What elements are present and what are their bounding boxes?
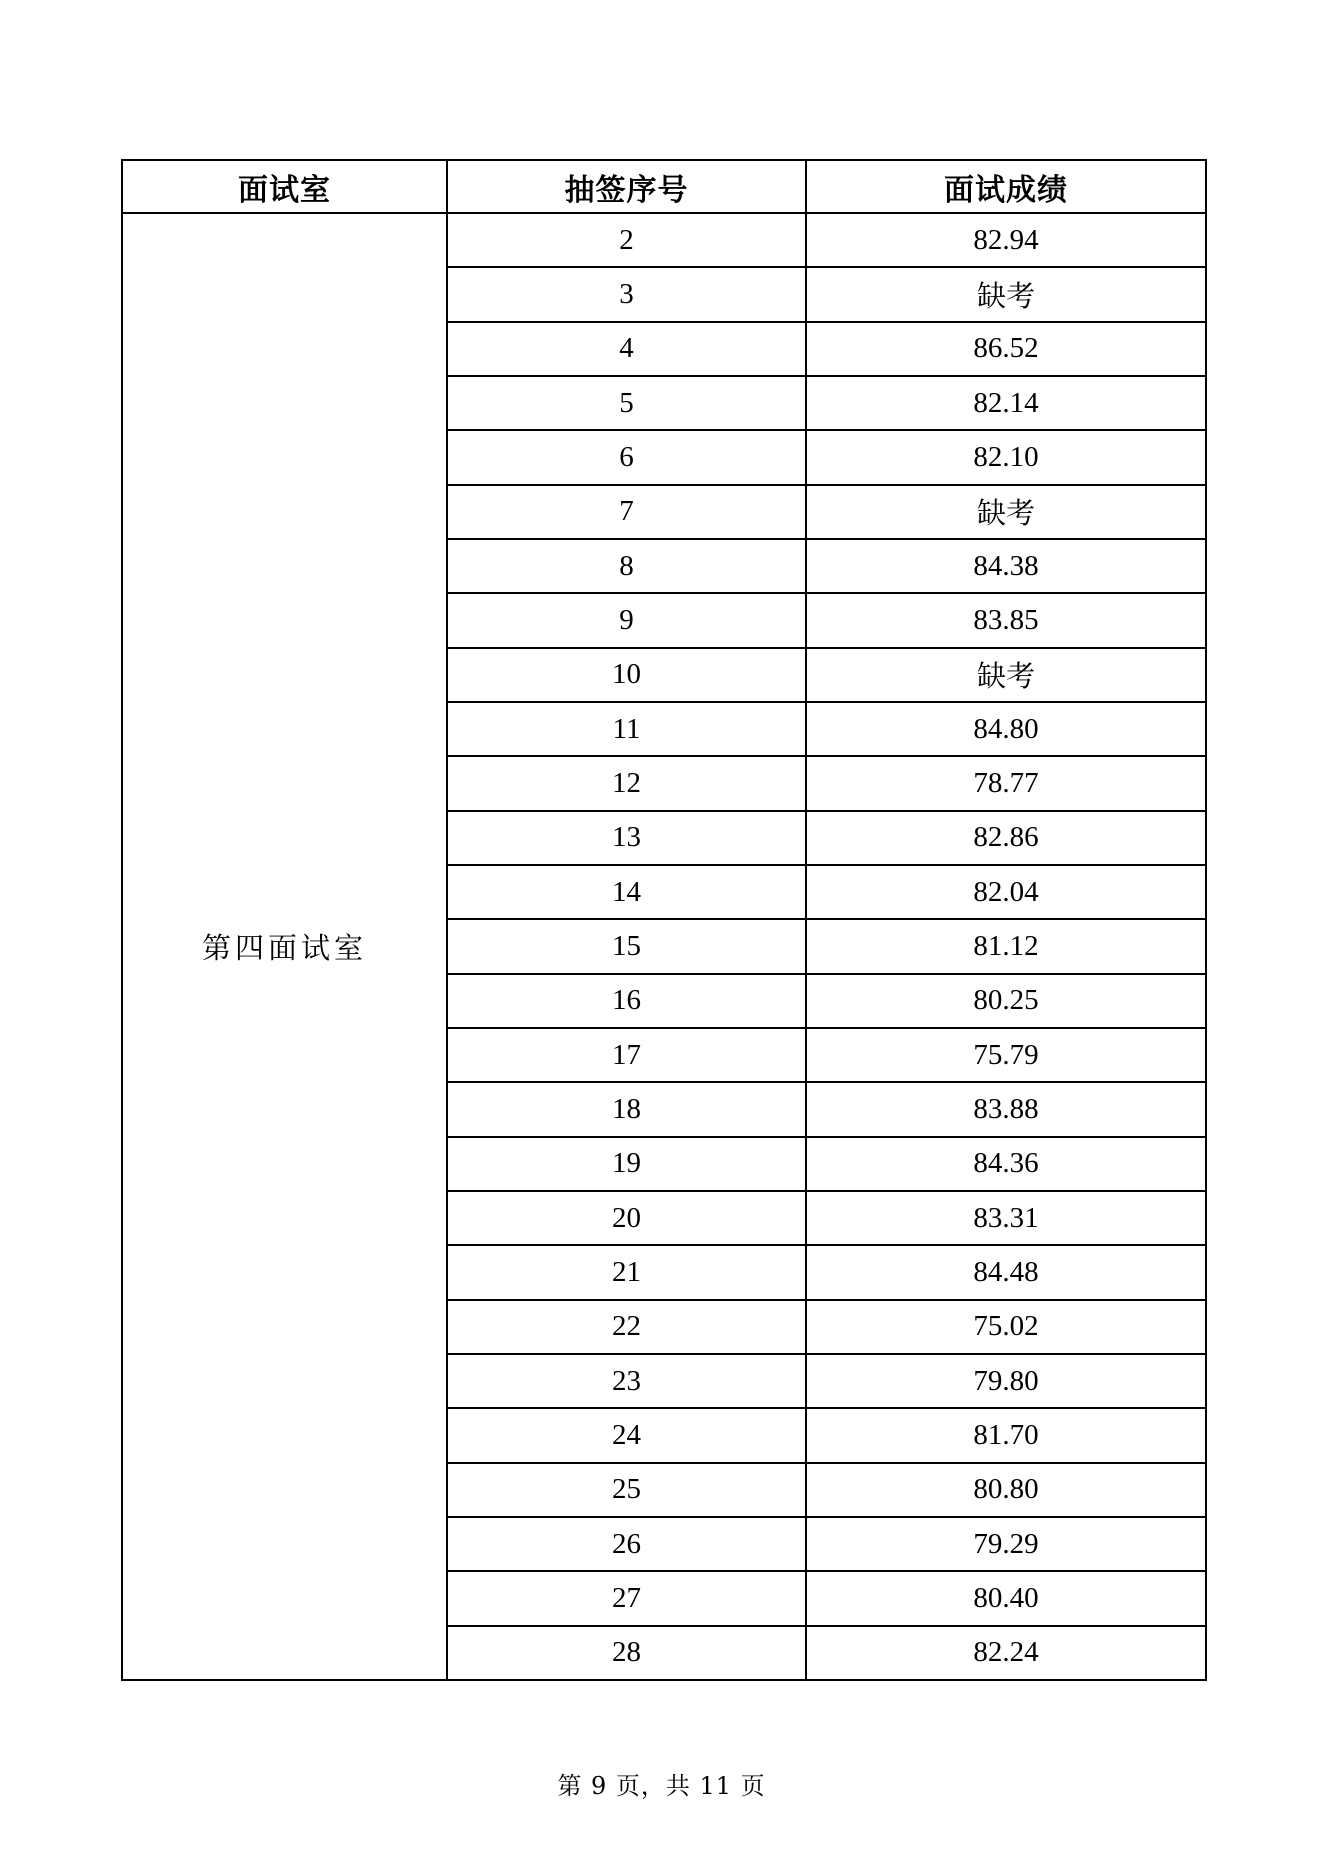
seq-cell: 18 [447,1082,806,1136]
seq-cell: 8 [447,539,806,593]
header-room: 面试室 [122,160,447,213]
score-cell: 86.52 [806,322,1206,376]
table-row [122,213,1206,267]
seq-cell: 21 [447,1245,806,1299]
seq-cell: 14 [447,865,806,919]
seq-cell: 9 [447,593,806,647]
score-cell: 84.48 [806,1245,1206,1299]
score-cell: 82.14 [806,376,1206,430]
seq-cell: 25 [447,1463,806,1517]
score-cell: 82.10 [806,430,1206,484]
header-seq: 抽签序号 [447,160,806,213]
seq-cell: 2 [447,213,806,267]
seq-cell: 15 [447,919,806,973]
score-cell: 75.02 [806,1300,1206,1354]
score-cell: 79.29 [806,1517,1206,1571]
score-cell: 83.85 [806,593,1206,647]
seq-cell: 11 [447,702,806,756]
seq-cell: 16 [447,974,806,1028]
seq-cell: 12 [447,756,806,810]
score-cell: 84.80 [806,702,1206,756]
score-cell: 缺考 [806,267,1206,321]
score-cell: 82.04 [806,865,1206,919]
score-cell: 80.40 [806,1571,1206,1625]
seq-cell: 7 [447,485,806,539]
header-row [122,160,1206,213]
table-header [122,160,1206,213]
score-cell: 83.88 [806,1082,1206,1136]
score-cell: 75.79 [806,1028,1206,1082]
score-cell: 79.80 [806,1354,1206,1408]
table-body [122,213,1206,1680]
score-cell: 82.94 [806,213,1206,267]
seq-cell: 5 [447,376,806,430]
room-name-cell: 第四面试室 [122,213,447,1680]
score-cell: 81.12 [806,919,1206,973]
seq-cell: 20 [447,1191,806,1245]
score-cell: 78.77 [806,756,1206,810]
seq-cell: 10 [447,648,806,702]
seq-cell: 27 [447,1571,806,1625]
seq-cell: 26 [447,1517,806,1571]
seq-cell: 17 [447,1028,806,1082]
seq-cell: 3 [447,267,806,321]
score-cell: 83.31 [806,1191,1206,1245]
seq-cell: 4 [447,322,806,376]
header-score: 面试成绩 [806,160,1206,213]
seq-cell: 13 [447,811,806,865]
page-footer: 第 9 页，共 11 页 [557,1772,766,1800]
seq-cell: 22 [447,1300,806,1354]
score-cell: 缺考 [806,485,1206,539]
seq-cell: 24 [447,1408,806,1462]
seq-cell: 6 [447,430,806,484]
seq-cell: 19 [447,1137,806,1191]
score-cell: 84.38 [806,539,1206,593]
score-cell: 80.80 [806,1463,1206,1517]
score-cell: 82.86 [806,811,1206,865]
seq-cell: 23 [447,1354,806,1408]
interview-score-table [121,159,1207,1681]
score-cell: 缺考 [806,648,1206,702]
score-cell: 80.25 [806,974,1206,1028]
score-cell: 84.36 [806,1137,1206,1191]
score-cell: 82.24 [806,1626,1206,1680]
seq-cell: 28 [447,1626,806,1680]
score-cell: 81.70 [806,1408,1206,1462]
